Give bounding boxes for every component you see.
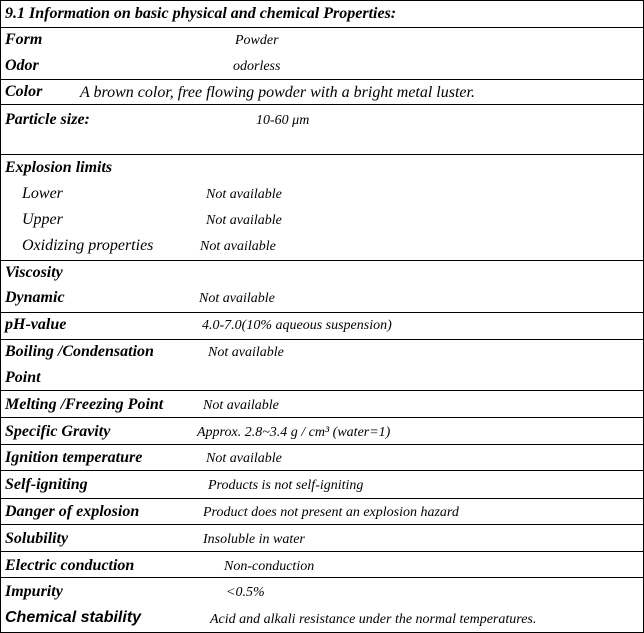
row-divider <box>0 104 644 105</box>
row-divider <box>0 444 644 445</box>
section-title: 9.1 Information on basic physical and chemical Properties: <box>5 5 397 22</box>
ignition-temperature-value: Not available <box>206 451 282 466</box>
boiling-label-line1: Boiling /Condensation <box>5 343 154 360</box>
dynamic-value: Not available <box>199 291 275 306</box>
danger-of-explosion-value: Product does not present an explosion hazard <box>203 505 459 520</box>
oxidizing-properties-value: Not available <box>200 239 276 254</box>
boiling-label-line2: Point <box>5 369 41 386</box>
explosion-limits-label: Explosion limits <box>5 159 113 176</box>
form-label: Form <box>5 31 43 48</box>
explosion-lower-label: Lower <box>22 185 63 202</box>
solubility-label: Solubility <box>5 530 69 547</box>
color-label: Color <box>5 83 43 100</box>
row-divider <box>0 577 644 578</box>
ph-value-value: 4.0-7.0(10% aqueous suspension) <box>202 318 392 333</box>
explosion-upper-label: Upper <box>22 211 63 228</box>
row-divider <box>0 79 644 80</box>
odor-label: Odor <box>5 57 39 74</box>
viscosity-label: Viscosity <box>5 264 63 281</box>
row-divider <box>0 417 644 418</box>
color-value: A brown color, free flowing powder with a bright metal luster. <box>80 84 475 101</box>
row-divider <box>0 524 644 525</box>
row-divider <box>0 339 644 340</box>
row-divider <box>0 154 644 155</box>
row-divider <box>0 260 644 261</box>
row-divider <box>0 27 644 28</box>
particle-size-value: 10-60 μm <box>256 113 310 128</box>
ignition-temperature-label: Ignition temperature <box>5 449 143 466</box>
impurity-value: <0.5% <box>226 585 265 600</box>
electric-conduction-value: Non-conduction <box>224 559 315 574</box>
electric-conduction-label: Electric conduction <box>5 557 135 574</box>
specific-gravity-value: Approx. 2.8~3.4 g / cm³ (water=1) <box>197 425 391 440</box>
top-border <box>0 0 644 1</box>
odor-value: odorless <box>233 59 281 74</box>
self-igniting-label: Self-igniting <box>5 476 88 493</box>
row-divider <box>0 551 644 552</box>
boiling-value: Not available <box>208 345 284 360</box>
row-divider <box>0 390 644 391</box>
chemical-stability-label: Chemical stability <box>5 609 142 626</box>
row-divider <box>0 312 644 313</box>
solubility-value: Insoluble in water <box>203 532 305 547</box>
chemical-stability-value: Acid and alkali resistance under the normal temperatures. <box>210 612 537 627</box>
left-border <box>0 0 1 633</box>
ph-value-label: pH-value <box>5 316 67 333</box>
explosion-lower-value: Not available <box>206 187 282 202</box>
melting-value: Not available <box>203 398 279 413</box>
row-divider <box>0 470 644 471</box>
melting-label: Melting /Freezing Point <box>5 396 164 413</box>
specific-gravity-label: Specific Gravity <box>5 423 111 440</box>
form-value: Powder <box>235 33 279 48</box>
oxidizing-properties-label: Oxidizing properties <box>22 237 154 254</box>
impurity-label: Impurity <box>5 583 63 600</box>
explosion-upper-value: Not available <box>206 213 282 228</box>
dynamic-label: Dynamic <box>5 289 65 306</box>
particle-size-label: Particle size: <box>5 111 90 128</box>
danger-of-explosion-label: Danger of explosion <box>5 503 140 520</box>
self-igniting-value: Products is not self-igniting <box>208 478 364 493</box>
row-divider <box>0 498 644 499</box>
